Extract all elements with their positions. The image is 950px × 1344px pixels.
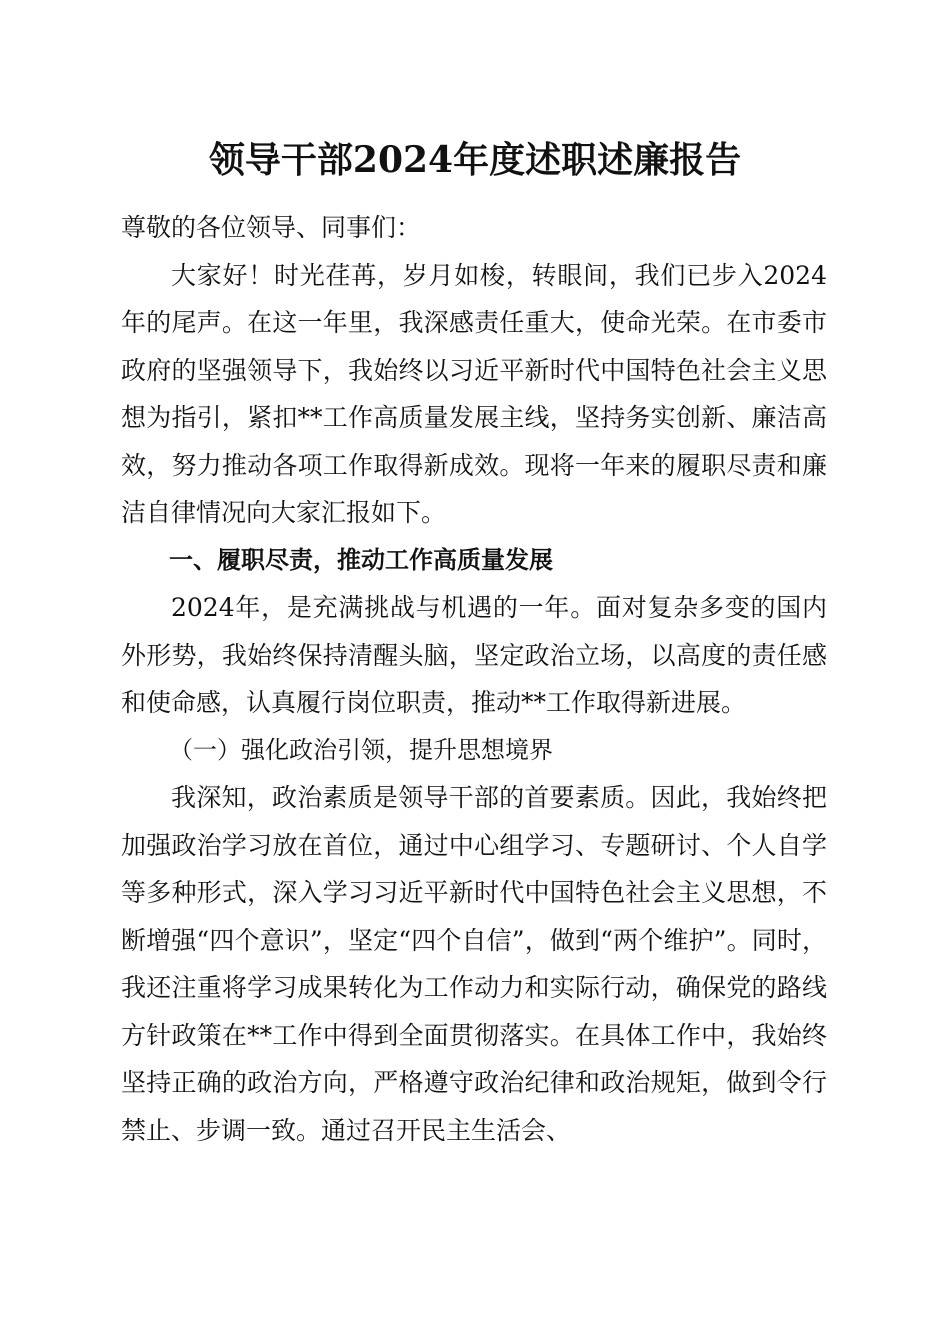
document-title: 领导干部2024年度述职述廉报告 bbox=[208, 139, 742, 181]
subsection-heading-1: （一）强化政治引领，提升思想境界 bbox=[169, 735, 553, 764]
intro-paragraph: 大家好！时光荏苒，岁月如梭，转眼间，我们已步入2024年的尾声。在这一年里，我深感责任重大，使命光荣。在市委市政府的坚强领导下，我始终以习近平新时代中国特色社会主义思想为指引，紧扣**工作高质量发展主线，坚持务实创新、廉洁高效，努力推动各项工作取得新成效。现将一年来的履职尽责和廉洁自律情况向大家汇报如下。 bbox=[121, 260, 827, 527]
salutation: 尊敬的各位领导、同事们： bbox=[121, 213, 422, 242]
section-heading-1: 一、履职尽责，推动工作高质量发展 bbox=[169, 545, 553, 574]
subsection-1-paragraph: 我深知，政治素质是领导干部的首要素质。因此，我始终把加强政治学习放在首位，通过中心组学习、专题研讨、个人自学等多种形式，深入学习习近平新时代中国特色社会主义思想，不断增强“四个意识”，坚定“四个自信”，做到“两个维护”。同时，我还注重将学习成果转化为工作动力和实际行动，确保党的路线方针政策在**工作中得到全面贯彻落实。在具体工作中，我始终坚持正确的政治方向，严格遵守政治纪律和政治规矩，做到令行禁止、步调一致。通过召开民主生活会、 bbox=[121, 783, 827, 1145]
section-1-paragraph: 2024年，是充满挑战与机遇的一年。面对复杂多变的国内外形势，我始终保持清醒头脑，坚定政治立场，以高度的责任感和使命感，认真履行岗位职责，推动**工作取得新进展。 bbox=[121, 593, 827, 717]
document-body bbox=[121, 204, 827, 1154]
